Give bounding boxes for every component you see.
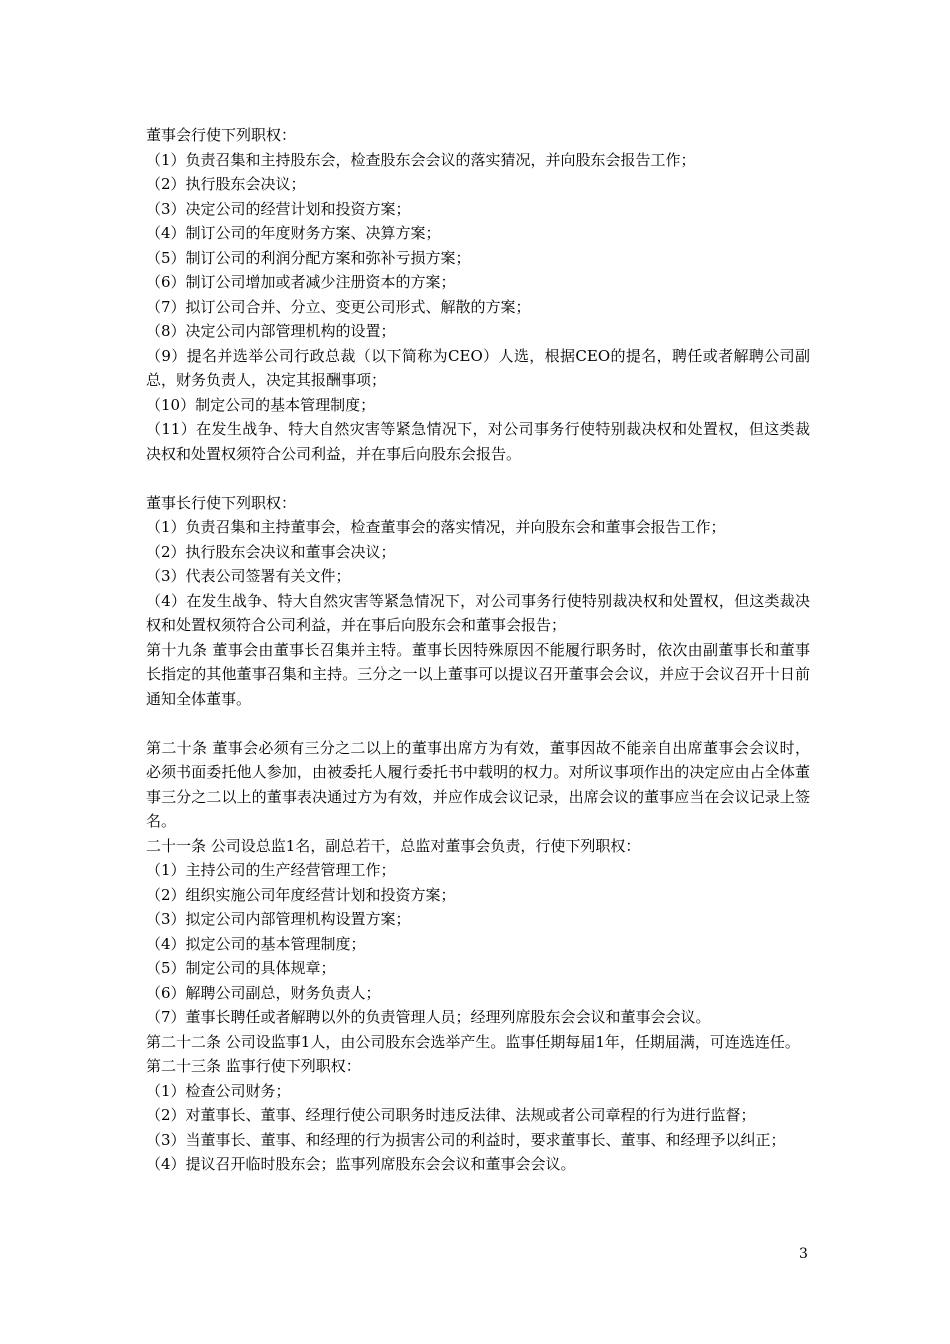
paragraph: （8）决定公司内部管理机构的设置； bbox=[146, 322, 396, 340]
paragraph: （3）决定公司的经营计划和投资方案； bbox=[146, 199, 411, 218]
paragraph: （2）组织实施公司年度经营计划和投资方案； bbox=[146, 885, 456, 904]
blank-line bbox=[146, 466, 810, 491]
paragraph: （4）拟定公司的基本管理制度； bbox=[146, 934, 366, 953]
paragraph: 第二十三条 监事行使下列职权： bbox=[146, 1057, 361, 1075]
paragraph: （4）制订公司的年度财务方案、决算方案； bbox=[146, 224, 441, 242]
paragraph: （11）在发生战争、特大自然灾害等紧急情况下，对公司事务行使特别裁决权和处置权，但这类裁决权和处置权须符合公司利益，并在事后向股东会报告。 bbox=[146, 420, 810, 463]
blank-line bbox=[146, 711, 810, 736]
paragraph: （10）制定公司的基本管理制度； bbox=[146, 395, 376, 414]
paragraph: （6）解聘公司副总，财务负责人； bbox=[146, 983, 381, 1002]
paragraph: 第十九条 董事会由董事长召集并主特。董事长因特殊原因不能履行职务时，依次由副董事长和董事长指定的其他董事召集和主持。三分之一以上董事可以提议召开董事会会议，并应于会议召开十日前通知全体董事。 bbox=[146, 640, 810, 708]
paragraph: 二十一条 公司设总监1名，副总若干，总监对董事会负责，行使下列职权： bbox=[146, 836, 641, 855]
paragraph: （3）拟定公司内部管理机构设置方案； bbox=[146, 910, 411, 928]
paragraph: （4）提议召开临时股东会；监事列席股东会会议和董事会会议。 bbox=[146, 1155, 576, 1173]
document-body bbox=[146, 123, 810, 1177]
paragraph: （2）执行股东会决议； bbox=[146, 175, 306, 193]
paragraph: （1）主持公司的生产经营管理工作； bbox=[146, 861, 396, 879]
paragraph: 董事会行使下列职权： bbox=[146, 126, 297, 144]
paragraph: （4）在发生战争、特大自然灾害等紧急情况下，对公司事务行使特别裁决权和处置权，但这类裁决权和处置权须符合公司利益，并在事后向股东会和董事会报告； bbox=[146, 591, 810, 634]
paragraph: （3）代表公司签署有关文件； bbox=[146, 567, 351, 585]
paragraph: （1）检查公司财务； bbox=[146, 1081, 291, 1100]
paragraph: （1）负责召集和主持股东会，检查股东会会议的落实猜况，并向股东会报告工作； bbox=[146, 150, 696, 169]
paragraph: （9）提名并选举公司行政总裁（以下简称为CEO）人选，根据CEO的提名，聘任或者解聘公司副总，财务负责人，决定其报酬事项； bbox=[146, 346, 810, 389]
paragraph: （7）董事长聘任或者解聘以外的负责管理人员；经理列席股东会会议和董事会会议。 bbox=[146, 1008, 711, 1026]
paragraph: （2）对董事长、董事、经理行使公司职务时违反法律、法规或者公司章程的行为进行监督； bbox=[146, 1106, 756, 1124]
page-number: 3 bbox=[799, 1246, 808, 1262]
paragraph: （5）制订公司的利润分配方案和弥补亏损方案； bbox=[146, 248, 471, 267]
paragraph: 第二十条 董事会必须有三分之二以上的董事出席方为有效，董事因故不能亲自出席董事会会议时，必须书面委托他人参加，由被委托人履行委托书中载明的权力。对所议事项作出的决定应由占全体董事三分之二以上的董事表决通过方为有效，并应作成会议记录，出席会议的董事应当在会议记录上签名。 bbox=[146, 738, 810, 830]
paragraph: （5）制定公司的具体规章； bbox=[146, 959, 336, 977]
paragraph: （2）执行股东会决议和董事会决议； bbox=[146, 542, 396, 561]
paragraph: （7）拟订公司合并、分立、变更公司形式、解散的方案； bbox=[146, 297, 531, 316]
paragraph: （6）制订公司增加或者减少注册资本的方案； bbox=[146, 273, 456, 291]
paragraph: 第二十二条 公司设监事1人，由公司股东会选举产生。监事任期每届1年，任期届满，可连选连任。 bbox=[146, 1032, 800, 1051]
paragraph: （3）当董事长、董事、和经理的行为损害公司的利益时，要求董事长、董事、和经理予以纠正； bbox=[146, 1130, 786, 1149]
paragraph: 董事长行使下列职权： bbox=[146, 493, 297, 512]
paragraph: （1）负责召集和主持董事会，检查董事会的落实情况，并向股东会和董事会报告工作； bbox=[146, 518, 726, 536]
